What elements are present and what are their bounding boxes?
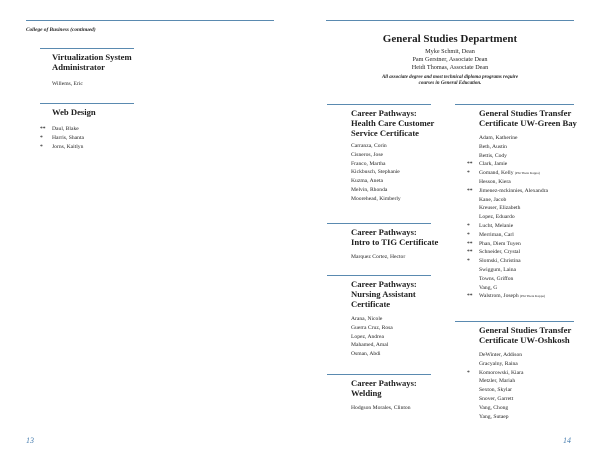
page-number: 13 <box>26 436 34 445</box>
list-item: ** Daul, Blake <box>40 126 79 132</box>
running-header: College of Business (continued) <box>26 27 96 33</box>
section-rule <box>327 275 431 276</box>
list-item: Adam, Katherine <box>479 135 518 141</box>
department-header <box>326 33 574 88</box>
list-item: Carranza, Corin <box>351 143 387 149</box>
list-item: Gracyalny, Raina <box>479 360 518 367</box>
list-item: Swiggum, Laina <box>479 266 516 273</box>
section-rule <box>40 48 134 49</box>
honor-society: (Phi Theta Kappa) <box>514 171 540 176</box>
list-item: ** Walstrom, Joseph (Phi Theta Kappa) <box>467 293 546 300</box>
section-rule <box>327 374 431 375</box>
list-item: * Gomand, Kelly (Phi Theta Kappa) <box>467 170 540 177</box>
header-rule-left <box>26 20 274 21</box>
list-item: Towns, Griffon <box>479 275 514 282</box>
list-item: Beth, Austin <box>479 143 507 150</box>
section-rule <box>455 321 574 322</box>
list-item: ** Clark, Jamie <box>467 161 508 168</box>
list-item: Kreuser, Elizabeth <box>479 205 521 212</box>
section-title: Web Design <box>52 107 96 117</box>
list-item: Snover, Garrett <box>479 395 514 402</box>
list-item: Yang, Sutaep <box>479 413 509 420</box>
section-title: General Studies Transfer Certificate UW-Oshkosh <box>479 325 572 345</box>
section-rule <box>455 104 574 105</box>
education-note: All associate degree and most technical diploma programs require courses in General Education. <box>381 74 519 87</box>
page-number: 14 <box>563 436 571 445</box>
list-item: Kuzma, Aneta <box>351 178 383 185</box>
list-item: Bettis, Cody <box>479 152 507 159</box>
name-list <box>40 80 83 89</box>
section-rule <box>327 104 431 105</box>
list-item: * Jorns, Kaitlyn <box>40 143 84 150</box>
list-item: Arana, Nicole <box>351 316 383 322</box>
section-title: Virtualization System Administrator <box>52 52 132 72</box>
list-item: Franco, Martha <box>351 160 386 167</box>
list-item: Kickbusch, Stephanie <box>351 169 400 176</box>
name-list <box>40 125 84 151</box>
section-title: Career Pathways: Welding <box>351 378 417 398</box>
section-title: Career Pathways: Nursing Assistant Certificate <box>351 279 417 309</box>
section-title: General Studies Transfer Certificate UW-Green Bay <box>479 108 577 128</box>
name-list <box>467 351 523 421</box>
list-item: Moorehead, Kimberly <box>351 195 401 202</box>
list-item: Hodgson Morales, Clinton <box>351 405 411 411</box>
name-list <box>351 142 401 204</box>
name-list <box>351 315 393 359</box>
honor-society: (Phi Theta Kappa) <box>520 294 546 299</box>
section-title: Career Pathways: Intro to TIG Certificate <box>351 227 439 247</box>
list-item: Willems, Eric <box>52 81 83 87</box>
list-item: Vang, G <box>479 284 498 291</box>
list-item: Mahamed, Amal <box>351 342 389 349</box>
header-rule-right <box>326 20 574 21</box>
section-rule <box>327 223 431 224</box>
list-item: Melvin, Rhonda <box>351 186 388 193</box>
list-item: Vang, Chong <box>479 404 509 411</box>
list-item: * Komorowski, Kiara <box>467 369 524 376</box>
list-item: Osman, Abdi <box>351 351 381 358</box>
list-item: * Harris, Shanta <box>40 134 85 141</box>
section-title: Career Pathways: Health Care Customer Service Certificate <box>351 108 435 138</box>
list-item: Lopez, Eduardo <box>479 214 515 221</box>
list-item: * Lucht, Melanie <box>467 222 514 229</box>
list-item: Marquez Cortez, Hector <box>351 254 406 260</box>
list-item: * Slomski, Christina <box>467 258 521 265</box>
list-item: ** Jimenez-mckinnies, Alexandra <box>467 187 548 194</box>
section-rule <box>40 103 134 104</box>
staff-line: Pam Gerstner, Associate Dean <box>412 56 488 64</box>
list-item: Hesson, Kiera <box>479 178 511 185</box>
list-item: Metzler, Mariah <box>479 378 516 385</box>
name-list <box>351 404 411 413</box>
list-item: DeWinter, Addison <box>479 352 523 358</box>
list-item: ** Schneider, Crystal <box>467 249 521 256</box>
page-title: General Studies Department <box>382 33 518 45</box>
list-item: Kane, Jacob <box>479 196 507 203</box>
name-list <box>351 253 405 262</box>
list-item: ** Phan, Diem Tuyen <box>467 240 521 247</box>
list-item: Sexton, Skylar <box>479 387 512 394</box>
list-item: Cisneros, Jose <box>351 151 384 158</box>
name-list <box>467 134 548 301</box>
list-item: Lopez, Andrea <box>351 333 384 340</box>
staff-line: Heidi Thomas, Associate Dean <box>411 64 489 72</box>
list-item: Guerra Cruz, Rosa <box>351 324 393 331</box>
list-item: * Merriman, Carl <box>467 231 514 238</box>
staff-line: Myke Schmit, Dean <box>425 48 475 55</box>
